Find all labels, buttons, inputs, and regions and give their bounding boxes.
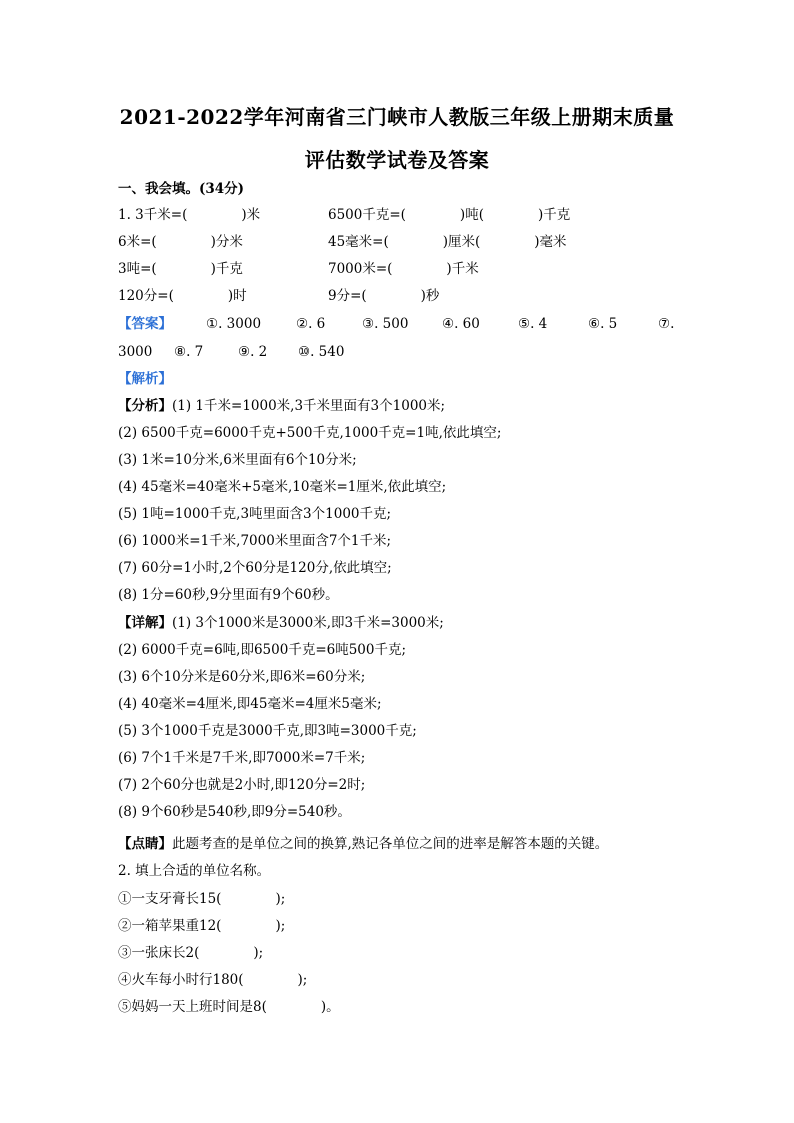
dianjing-label: 【点睛】 [118,836,172,852]
answer-item: ⑥. 5 [588,316,618,332]
solution-line: (7) 2个60分也就是2小时,即120分=2时; [118,777,366,793]
xiangjie-text: (1) 3个1000米是3000米,即3千米=3000米; [172,615,444,631]
question-1-item: 9分=( )秒 [328,288,440,304]
answer-item: ⑨. 2 [238,344,268,360]
answer-item: 3000 [118,344,153,360]
question-2-item: ④火车每小时行180( ); [118,972,308,988]
document-title-line-1: 2021-2022学年河南省三门峡市人教版三年级上册期末质量 [119,105,675,129]
answer-item: ①. 3000 [206,316,262,332]
question-2-item: ⑤妈妈一天上班时间是8( )。 [118,999,340,1015]
question-1-item: 6米=( )分米 [118,234,243,250]
answer-item: ⑩. 540 [298,344,345,360]
analysis-line: (7) 60分=1小时,2个60分是120分,依此填空; [118,560,392,576]
answer-item: ②. 6 [296,316,326,332]
solution-line: (6) 7个1千米是7千米,即7000米=7千米; [118,750,366,766]
question-1-item: 6500千克=( )吨( )千克 [328,207,571,223]
question-1-item: 120分=( )时 [118,288,247,304]
solution-line: (8) 9个60秒是540秒,即9分=540秒。 [118,804,351,820]
analysis-line: (8) 1分=60秒,9分里面有9个60秒。 [118,587,339,603]
answer-item: ⑤. 4 [518,316,548,332]
solution-line: (4) 40毫米=4厘米,即45毫米=4厘米5毫米; [118,696,382,712]
solution-line: (2) 6000千克=6吨,即6500千克=6吨500千克; [118,642,407,658]
dianjing-text: 此题考查的是单位之间的换算,熟记各单位之间的进率是解答本题的关键。 [172,836,609,852]
question-1-item: 1. 3千米=( )米 [118,207,261,223]
solution-line: (3) 6个10分米是60分米,即6米=60分米; [118,669,366,685]
analysis-line: (4) 45毫米=40毫米+5毫米,10毫米=1厘米,依此填空; [118,479,447,495]
analysis-line: (6) 1000米=1千米,7000米里面含7个1千米; [118,533,392,549]
analysis-line: (2) 6500千克=6000千克+500千克,1000千克=1吨,依此填空; [118,425,502,441]
key-point-line [118,835,608,853]
xiangjie-label: 【详解】 [118,615,172,631]
question-2-item: ③一张床长2( ); [118,945,264,961]
solution-line [118,614,444,632]
question-2-item: ①一支牙膏长15( ); [118,891,286,907]
section-heading: 一、我会填。(34分) [118,181,245,197]
analysis-label: 【解析】 [118,371,172,387]
fenxi-label: 【分析】 [118,398,172,414]
question-2-title: 2. 填上合适的单位名称。 [118,863,271,879]
answer-item: ③. 500 [362,316,409,332]
analysis-line: (5) 1吨=1000千克,3吨里面含3个1000千克; [118,506,392,522]
question-2-item: ②一箱苹果重12( ); [118,918,286,934]
question-1-item: 3吨=( )千克 [118,261,243,277]
answer-item: ⑦. [658,316,675,332]
analysis-line: (3) 1米=10分米,6米里面有6个10分米; [118,452,357,468]
question-1-item: 7000米=( )千米 [328,261,479,277]
solution-line: (5) 3个1000千克是3000千克,即3吨=3000千克; [118,723,417,739]
analysis-line [118,397,445,415]
answer-item: ⑧. 7 [174,344,204,360]
answer-item: ④. 60 [442,316,480,332]
answer-label: 【答案】 [118,316,172,332]
question-1-item: 45毫米=( )厘米( )毫米 [328,234,567,250]
fenxi-text: (1) 1千米=1000米,3千米里面有3个1000米; [172,398,446,414]
document-title-line-2: 评估数学试卷及答案 [304,148,490,172]
